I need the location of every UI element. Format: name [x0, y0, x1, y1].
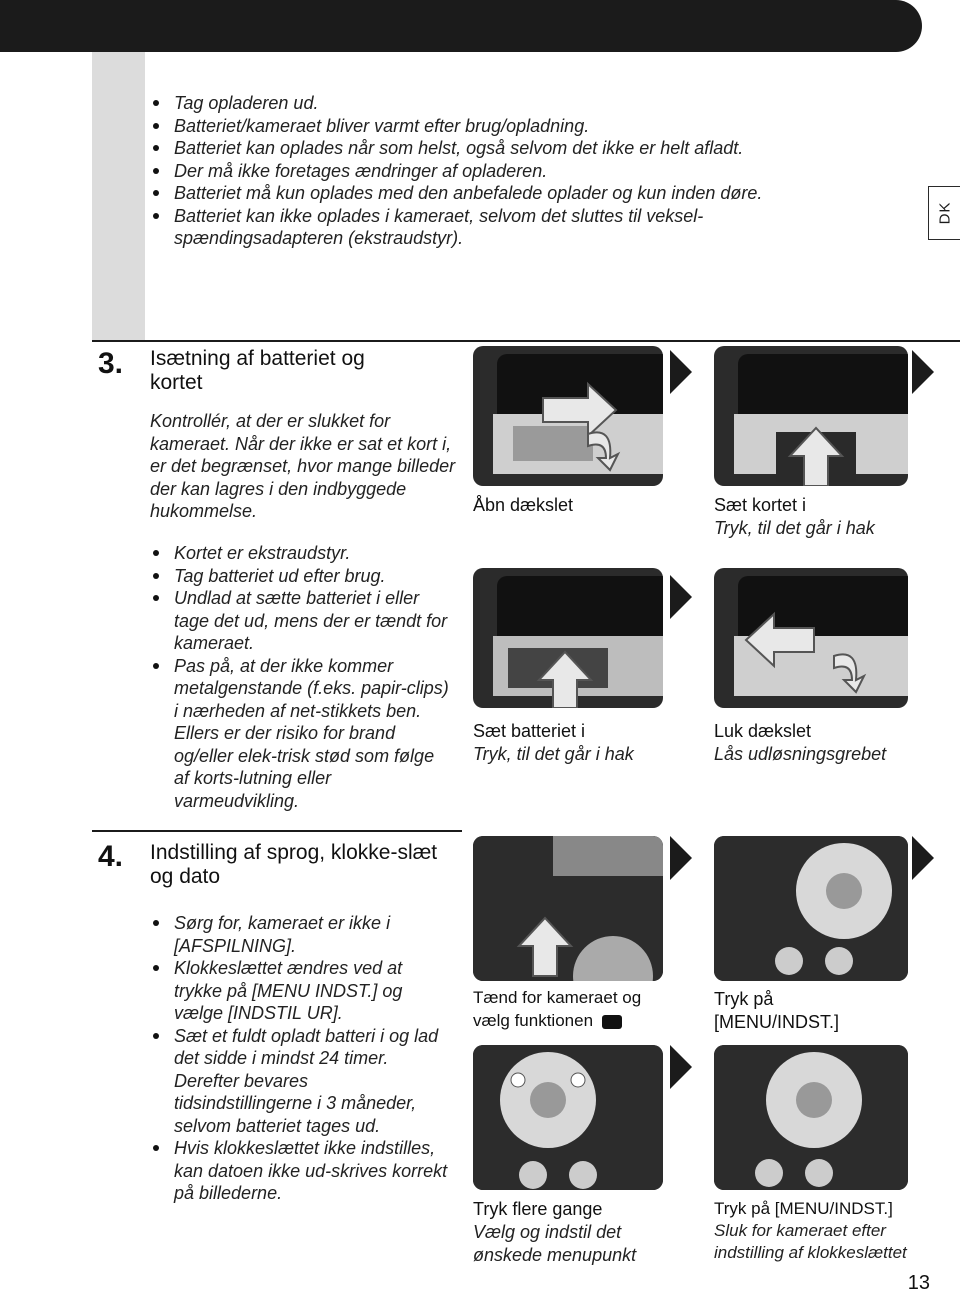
step-caption [473, 986, 673, 1032]
camera-illustration [473, 346, 663, 486]
list-item: Undlad at sætte batteriet i eller tage det ud, mens der er tændt for kameraet. [150, 587, 450, 655]
language-tab [928, 186, 960, 240]
section-divider [92, 830, 462, 832]
step-title: Luk dækslet [714, 721, 812, 741]
list-item: Batteriet kan ikke oplades i kameraet, selvom det sluttes til veksel-spændingsadapteren (ekstraudstyr). [150, 205, 824, 250]
step-title: Tænd for kameraet og vælg funktionen [473, 988, 642, 1030]
list-item: Hvis klokkeslættet ikke indstilles, kan datoen ikke ud-skrives korrekt på billederne. [150, 1137, 450, 1205]
next-step-arrow-icon [670, 350, 692, 394]
section-number: 3. [98, 347, 124, 380]
list-item: Sæt et fuldt opladt batteri i og lad det sidde i mindst 24 timer. Derefter bevares tidsindstillingerne i 3 måneder, selvom batteriet tages ud. [150, 1025, 450, 1138]
camera-illustration [714, 346, 908, 486]
camera-photo-menu-button [714, 836, 908, 981]
step-title: Tryk på [MENU/INDST.] [714, 1199, 893, 1218]
highlight-dot [571, 1073, 585, 1087]
section-title: Isætning af batteriet og kortet [150, 347, 365, 394]
header-bar [0, 0, 922, 52]
step-caption [714, 1198, 929, 1264]
step-subtitle: Vælg og indstil det ønskede menupunkt [473, 1222, 637, 1265]
camera-photo-power-on [473, 836, 663, 981]
section-divider [92, 340, 960, 342]
list-item: Der må ikke foretages ændringer af opladeren. [150, 160, 850, 183]
step-subtitle: Tryk, til det går i hak [714, 518, 875, 538]
camera-photo-confirm [714, 1045, 908, 1190]
step-caption [473, 720, 673, 766]
camera-photo-navigate [473, 1045, 663, 1190]
camera-photo-open-cover [473, 346, 663, 486]
list-item: Klokkeslættet ændres ved at trykke på [MENU INDST.] og vælge [INDSTIL UR]. [150, 957, 450, 1025]
step-title: Sæt kortet i [714, 495, 807, 515]
camera-illustration [473, 836, 663, 981]
camera-photo-insert-battery [473, 568, 663, 708]
step-title: Tryk på [MENU/INDST.] [714, 989, 840, 1032]
step-caption [714, 988, 864, 1034]
step-caption [473, 1198, 673, 1267]
next-step-arrow-icon [912, 836, 934, 880]
step-subtitle: Sluk for kameraet efter indstilling af klokkeslættet [714, 1221, 907, 1262]
section-title: Indstilling af sprog, klokke-slæt og dato [150, 841, 438, 888]
list-item: Batteriet må kun oplades med den anbefalede oplader og kun inden døre. [150, 182, 850, 205]
step-caption [473, 494, 673, 517]
camera-photo-close-cover [714, 568, 908, 708]
list-item: Tag batteriet ud efter brug. [150, 565, 450, 588]
section-intro: Kontrollér, at der er slukket for kameraet. Når der ikke er sat et kort i, er det begrænset, hvor mange billeder der kan lagres i den indbyggede hukommelse. [150, 411, 456, 521]
language-tab-label: DK [936, 201, 953, 225]
step-title: Sæt batteriet i [473, 721, 586, 741]
section4-bullet-list [150, 912, 450, 1205]
next-step-arrow-icon [670, 836, 692, 880]
camera-illustration [714, 836, 908, 981]
next-step-arrow-icon [912, 350, 934, 394]
list-item: Pas på, at der ikke kommer metalgenstande (f.eks. papir-clips) i nærheden af net-stikkets ben. Ellers er der risiko for brand og/eller elek-trisk stød som følge af korts-lutning eller varmeudvikling. [150, 655, 450, 813]
step-subtitle: Tryk, til det går i hak [473, 744, 634, 764]
margin-band [92, 52, 145, 340]
step-caption [714, 494, 944, 540]
next-step-arrow-icon [670, 1045, 692, 1089]
section3-bullet-list [150, 542, 450, 812]
section-number: 4. [98, 840, 124, 873]
list-item: Batteriet kan oplades når som helst, også selvom det ikke er helt afladt. [150, 137, 850, 160]
next-step-arrow-icon [670, 575, 692, 619]
camera-illustration [714, 568, 908, 708]
list-item: Batteriet/kameraet bliver varmt efter brug/opladning. [150, 115, 850, 138]
step-title: Tryk flere gange [473, 1199, 603, 1219]
camera-illustration [473, 1045, 663, 1190]
step-caption [714, 720, 944, 766]
list-item: Kortet er ekstraudstyr. [150, 542, 450, 565]
camera-mode-icon [602, 1015, 622, 1029]
camera-illustration [714, 1045, 908, 1190]
list-item: Tag opladeren ud. [150, 92, 850, 115]
camera-photo-insert-card [714, 346, 908, 486]
list-item: Sørg for, kameraet er ikke i [AFSPILNING]. [150, 912, 450, 957]
step-subtitle: Lås udløsningsgrebet [714, 744, 887, 764]
camera-illustration [473, 568, 663, 708]
step-title: Åbn dækslet [473, 495, 574, 515]
page-number: 13 [907, 1272, 930, 1294]
highlight-dot [511, 1073, 525, 1087]
intro-bullet-list [150, 92, 850, 250]
